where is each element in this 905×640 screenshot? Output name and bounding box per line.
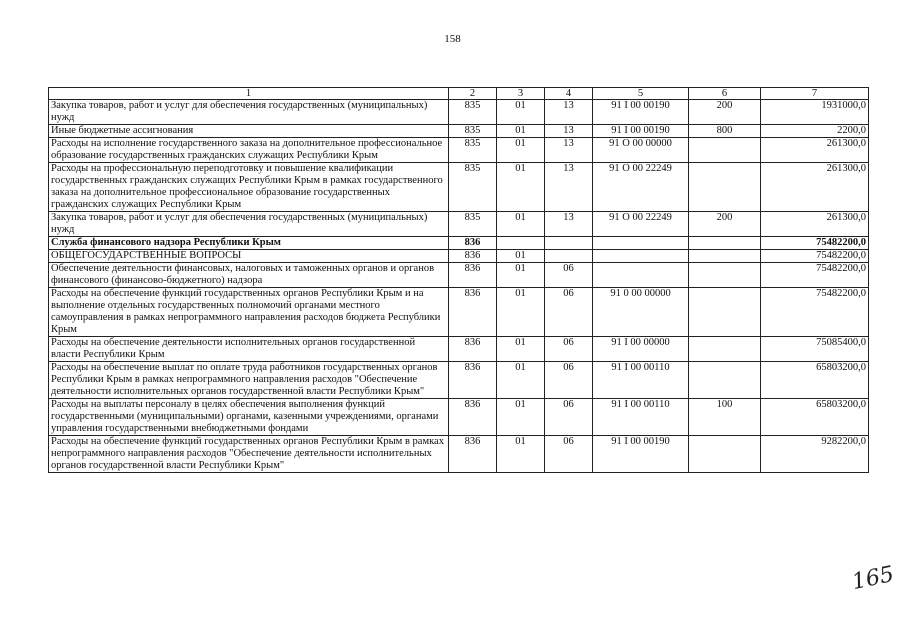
cell-amount: 261300,0	[761, 212, 869, 237]
cell-target-article	[593, 263, 689, 288]
cell-expense-type: 800	[689, 125, 761, 138]
cell-ministry-code: 835	[449, 138, 497, 163]
cell-target-article: 91 О 00 22249	[593, 163, 689, 212]
cell-amount: 75482200,0	[761, 288, 869, 337]
cell-section: 01	[497, 100, 545, 125]
cell-amount: 75482200,0	[761, 237, 869, 250]
cell-subsection: 13	[545, 100, 593, 125]
cell-section: 01	[497, 163, 545, 212]
column-header: 2	[449, 88, 497, 100]
cell-expense-type	[689, 237, 761, 250]
cell-subsection: 06	[545, 337, 593, 362]
cell-name: Расходы на исполнение государственного заказа на дополнительное профессиональное образование государственных гражданских служащих Республики Крым	[49, 138, 449, 163]
page-number: 158	[444, 33, 461, 45]
table-row	[49, 436, 869, 473]
table-row	[49, 288, 869, 337]
cell-subsection: 06	[545, 362, 593, 399]
budget-table	[48, 87, 869, 473]
table-row	[49, 125, 869, 138]
cell-amount: 1931000,0	[761, 100, 869, 125]
table-row	[49, 237, 869, 250]
cell-subsection	[545, 237, 593, 250]
cell-section: 01	[497, 362, 545, 399]
cell-target-article: 91 I 00 00190	[593, 100, 689, 125]
table-row	[49, 100, 869, 125]
cell-name: Расходы на обеспечение функций государственных органов Республики Крым в рамках непрограммного направления расходов "Обеспечение деятельности исполнительных органов государственной власти Республики Крым"	[49, 436, 449, 473]
cell-ministry-code: 836	[449, 436, 497, 473]
cell-name: Обеспечение деятельности финансовых, налоговых и таможенных органов и органов финансового (финансово-бюджетного) надзора	[49, 263, 449, 288]
cell-target-article	[593, 250, 689, 263]
table-row	[49, 362, 869, 399]
cell-ministry-code: 836	[449, 362, 497, 399]
cell-expense-type	[689, 250, 761, 263]
cell-amount: 75085400,0	[761, 337, 869, 362]
cell-name: Расходы на обеспечение выплат по оплате труда работников государственных органов Республики Крым в рамках непрограммного направления расходов "Обеспечение деятельности исполнительных органов государственной власти Республики Крым"	[49, 362, 449, 399]
cell-section: 01	[497, 263, 545, 288]
cell-name: Иные бюджетные ассигнования	[49, 125, 449, 138]
table-row	[49, 263, 869, 288]
cell-amount: 75482200,0	[761, 263, 869, 288]
cell-subsection: 06	[545, 288, 593, 337]
cell-amount: 65803200,0	[761, 362, 869, 399]
table-body	[49, 100, 869, 473]
cell-name: Расходы на обеспечение деятельности исполнительных органов государственной власти Республики Крым	[49, 337, 449, 362]
cell-section: 01	[497, 399, 545, 436]
cell-section: 01	[497, 212, 545, 237]
cell-name: Служба финансового надзора Республики Крым	[49, 237, 449, 250]
cell-name: ОБЩЕГОСУДАРСТВЕННЫЕ ВОПРОСЫ	[49, 250, 449, 263]
handwritten-page-number: 165	[849, 561, 897, 596]
cell-expense-type	[689, 263, 761, 288]
cell-subsection: 13	[545, 212, 593, 237]
cell-section: 01	[497, 250, 545, 263]
cell-amount: 261300,0	[761, 138, 869, 163]
cell-amount: 261300,0	[761, 163, 869, 212]
cell-target-article: 91 О 00 00000	[593, 138, 689, 163]
cell-expense-type	[689, 138, 761, 163]
cell-target-article: 91 I 00 00110	[593, 399, 689, 436]
cell-subsection: 13	[545, 138, 593, 163]
cell-section: 01	[497, 436, 545, 473]
cell-target-article: 91 I 00 00190	[593, 125, 689, 138]
header-row	[49, 88, 869, 100]
column-header: 5	[593, 88, 689, 100]
cell-ministry-code: 835	[449, 163, 497, 212]
cell-ministry-code: 835	[449, 212, 497, 237]
table-row	[49, 212, 869, 237]
table-row	[49, 138, 869, 163]
table-row	[49, 163, 869, 212]
cell-expense-type	[689, 288, 761, 337]
cell-name: Расходы на обеспечение функций государственных органов Республики Крым и на выполнение отдельных государственных полномочий органами местного самоуправления в рамках непрограммного направления расходов бюджета Республики Крым	[49, 288, 449, 337]
cell-name: Закупка товаров, работ и услуг для обеспечения государственных (муниципальных) нужд	[49, 212, 449, 237]
cell-section: 01	[497, 288, 545, 337]
cell-section: 01	[497, 125, 545, 138]
cell-expense-type	[689, 163, 761, 212]
column-header: 4	[545, 88, 593, 100]
cell-name: Расходы на выплаты персоналу в целях обеспечения выполнения функций государственными (муниципальными) органами, казенными учреждениями, органами управления государственными внебюджетными фондами	[49, 399, 449, 436]
cell-expense-type: 200	[689, 212, 761, 237]
cell-ministry-code: 836	[449, 337, 497, 362]
cell-section: 01	[497, 337, 545, 362]
cell-amount: 9282200,0	[761, 436, 869, 473]
cell-expense-type: 100	[689, 399, 761, 436]
cell-target-article: 91 0 00 00000	[593, 288, 689, 337]
column-header: 7	[761, 88, 869, 100]
cell-target-article: 91 I 00 00190	[593, 436, 689, 473]
cell-expense-type	[689, 337, 761, 362]
cell-amount: 75482200,0	[761, 250, 869, 263]
column-header: 1	[49, 88, 449, 100]
cell-ministry-code: 836	[449, 237, 497, 250]
cell-ministry-code: 835	[449, 100, 497, 125]
cell-subsection: 06	[545, 399, 593, 436]
table-row	[49, 399, 869, 436]
cell-ministry-code: 836	[449, 288, 497, 337]
column-header: 6	[689, 88, 761, 100]
cell-name: Расходы на профессиональную переподготовку и повышение квалификации государственных гражданских служащих Республики Крым в рамках государственного заказа на дополнительное профессиональное образование государственных гражданских служащих Республики Крым	[49, 163, 449, 212]
cell-ministry-code: 836	[449, 263, 497, 288]
cell-ministry-code: 835	[449, 125, 497, 138]
cell-name: Закупка товаров, работ и услуг для обеспечения государственных (муниципальных) нужд	[49, 100, 449, 125]
cell-target-article: 91 I 00 00110	[593, 362, 689, 399]
cell-target-article: 91 О 00 22249	[593, 212, 689, 237]
cell-ministry-code: 836	[449, 399, 497, 436]
table-row	[49, 250, 869, 263]
cell-subsection	[545, 250, 593, 263]
cell-subsection: 13	[545, 163, 593, 212]
cell-expense-type	[689, 362, 761, 399]
cell-subsection: 06	[545, 436, 593, 473]
cell-subsection: 13	[545, 125, 593, 138]
cell-expense-type: 200	[689, 100, 761, 125]
column-header: 3	[497, 88, 545, 100]
cell-target-article	[593, 237, 689, 250]
cell-ministry-code: 836	[449, 250, 497, 263]
cell-section: 01	[497, 138, 545, 163]
cell-subsection: 06	[545, 263, 593, 288]
cell-section	[497, 237, 545, 250]
cell-expense-type	[689, 436, 761, 473]
cell-amount: 65803200,0	[761, 399, 869, 436]
cell-target-article: 91 I 00 00000	[593, 337, 689, 362]
cell-amount: 2200,0	[761, 125, 869, 138]
table-row	[49, 337, 869, 362]
